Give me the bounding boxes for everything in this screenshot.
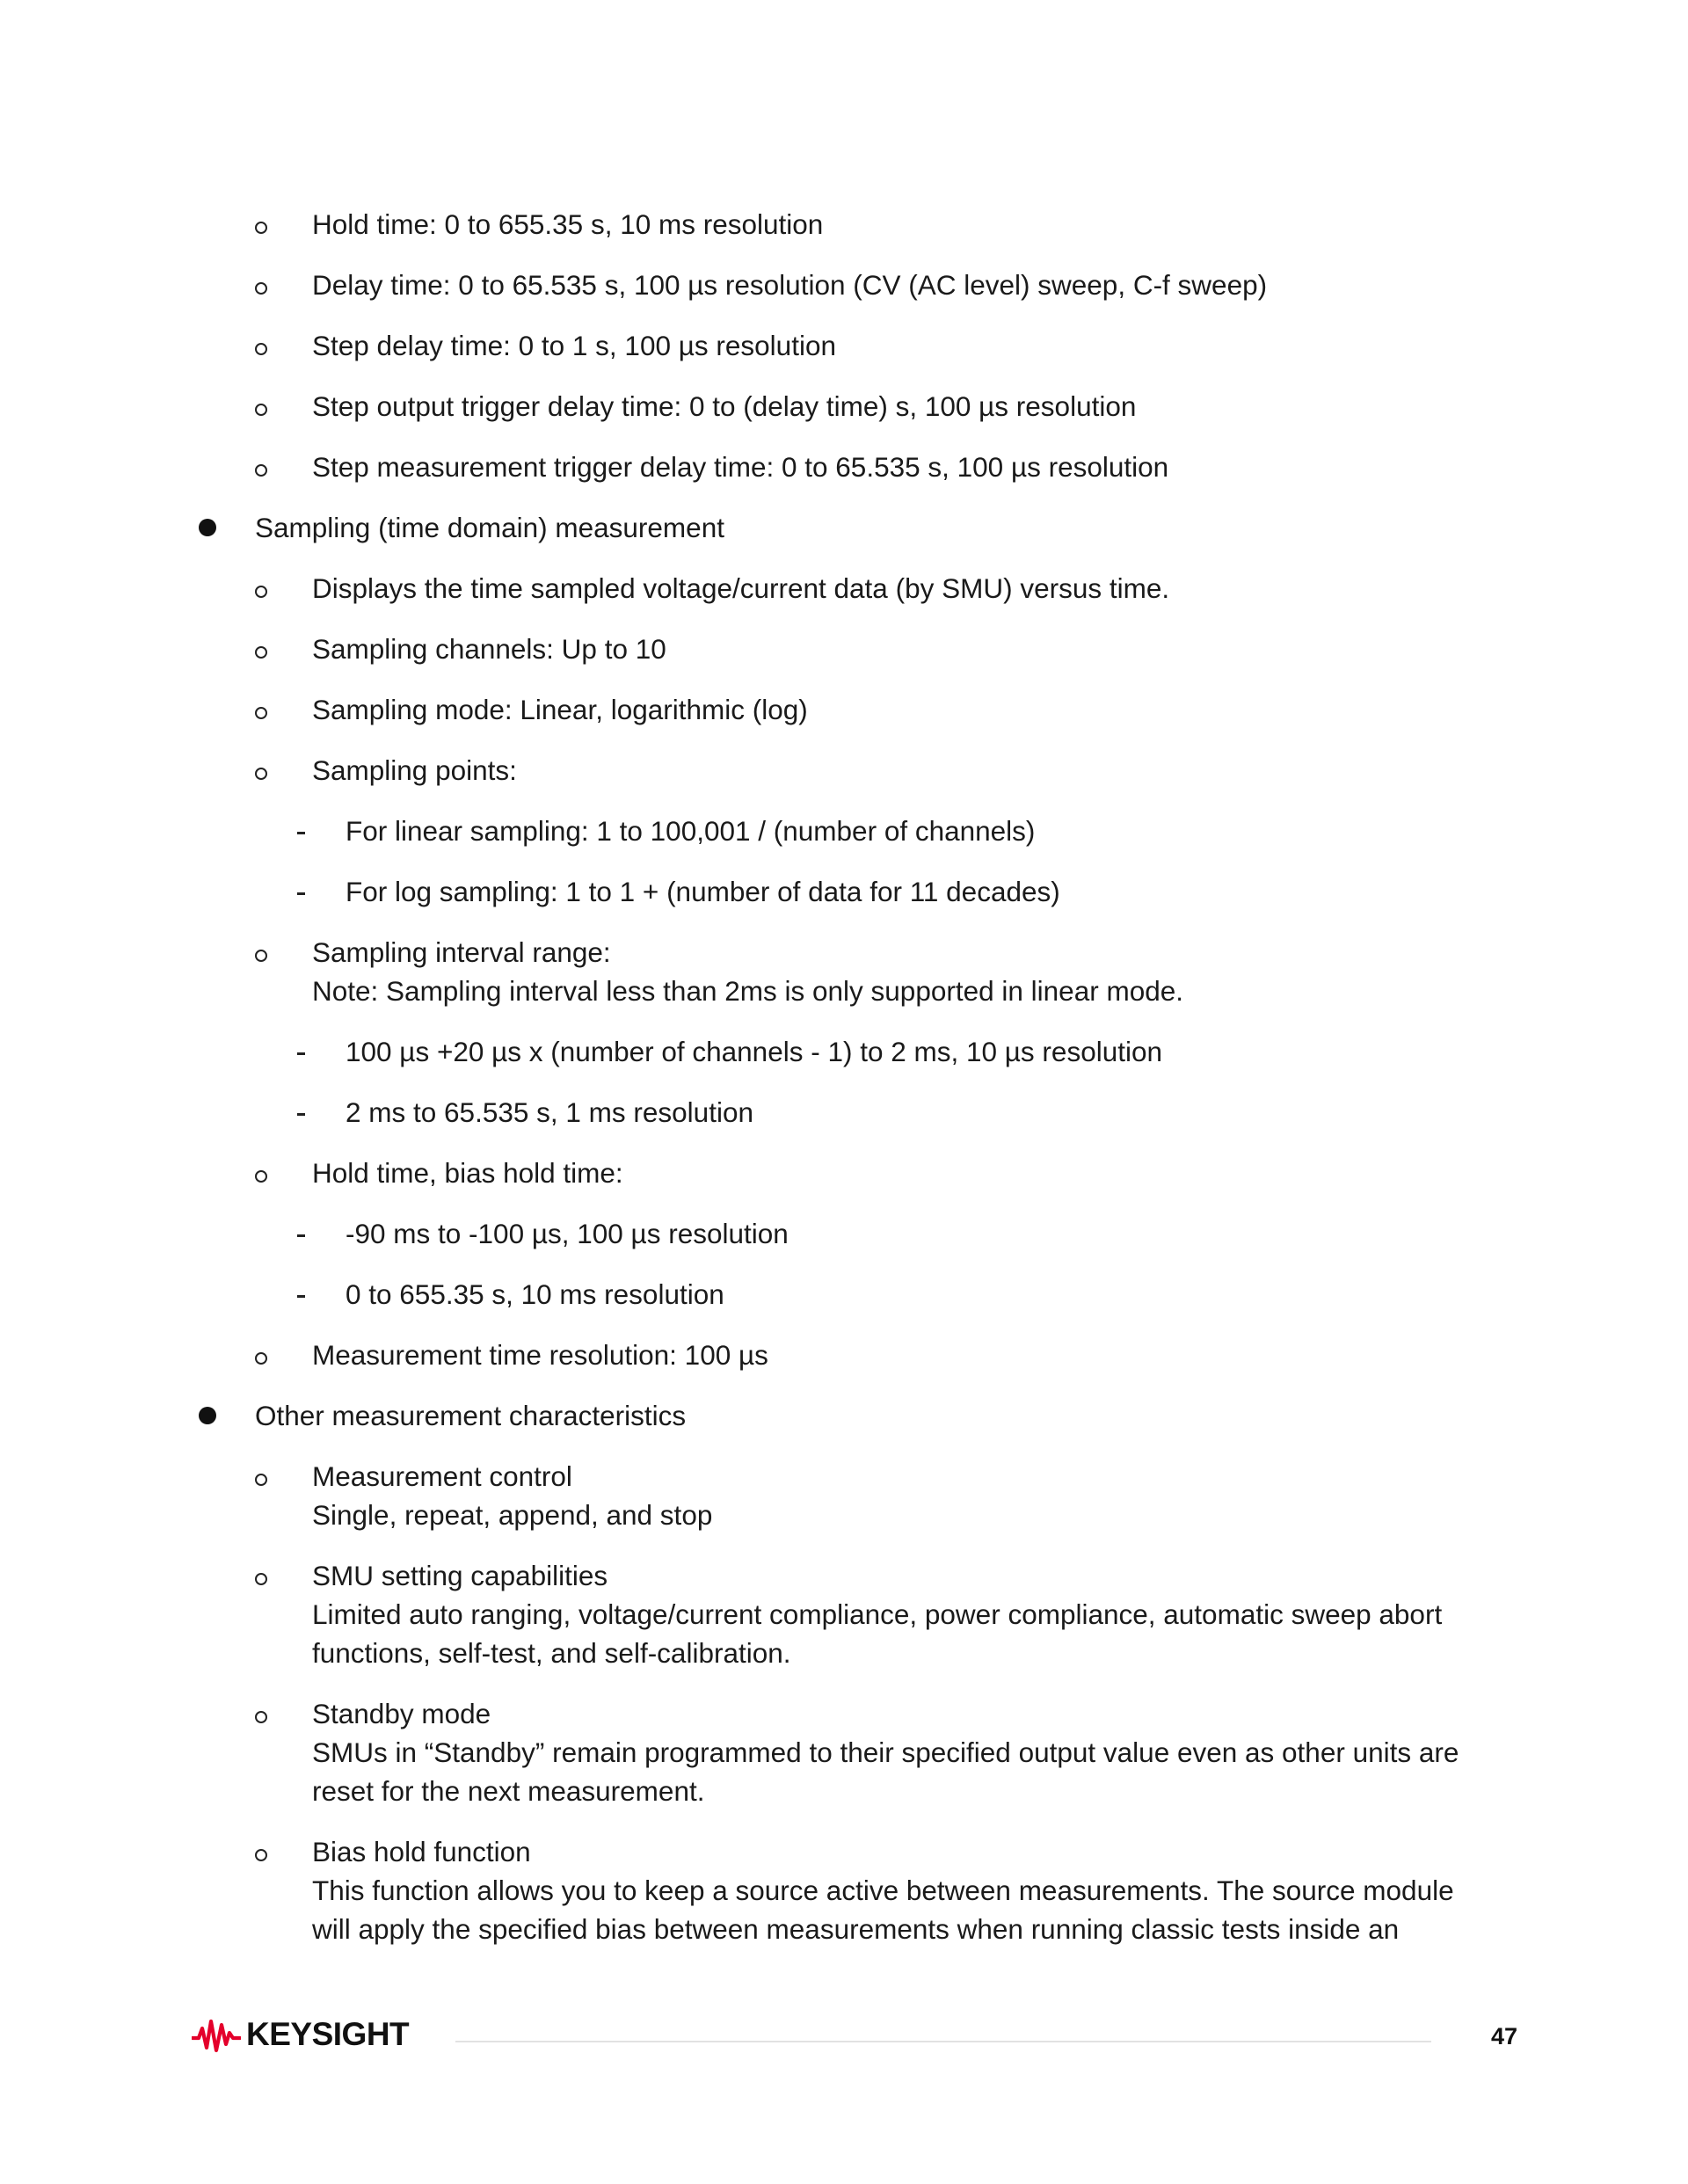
item-text-continuation: This function allows you to keep a source active between measurements. The source module (312, 1875, 1454, 1906)
bullet-circle-icon (255, 1849, 267, 1861)
bullet-circle-icon (255, 464, 267, 477)
item-text-continuation: SMUs in “Standby” remain programmed to their specified output value even as other units are (312, 1736, 1459, 1768)
item-text: Sampling channels: Up to 10 (312, 633, 666, 665)
item-text: -90 ms to -100 µs, 100 µs resolution (346, 1218, 789, 1249)
list-item-level-2 (0, 630, 1688, 668)
list-item-level-2 (0, 205, 1688, 244)
bullet-circle-icon (255, 343, 267, 355)
bullet-circle-icon (255, 1711, 267, 1723)
bullet-circle-icon (255, 404, 267, 416)
item-text: 0 to 655.35 s, 10 ms resolution (346, 1278, 724, 1310)
item-text-continuation: Limited auto ranging, voltage/current compliance, power compliance, automatic sweep abort (312, 1598, 1443, 1630)
list-item-level-2 (0, 1336, 1688, 1374)
item-text: Sampling points: (312, 754, 517, 786)
list-item-level-3 (0, 1093, 1688, 1132)
list-item-level-2 (0, 387, 1688, 426)
item-text-continuation: Single, repeat, append, and stop (312, 1499, 713, 1531)
item-text: Step delay time: 0 to 1 s, 100 µs resolution (312, 330, 836, 361)
bullet-circle-icon (255, 768, 267, 780)
item-text: Other measurement characteristics (255, 1400, 687, 1431)
item-text: Measurement time resolution: 100 µs (312, 1339, 768, 1371)
bullet-circle-icon (255, 707, 267, 719)
list-item-level-2 (0, 1457, 1688, 1534)
list-item-level-3 (0, 872, 1688, 911)
bullet-circle-icon (255, 950, 267, 962)
bullet-circle-icon (255, 1170, 267, 1183)
footer-divider (455, 2041, 1431, 2042)
item-text: Measurement control (312, 1460, 572, 1492)
bullet-circle-icon (255, 222, 267, 234)
keysight-logo (192, 2013, 409, 2056)
item-text: Hold time: 0 to 655.35 s, 10 ms resolution (312, 208, 824, 240)
bullet-dot-icon (199, 519, 216, 536)
item-text: Hold time, bias hold time: (312, 1157, 623, 1189)
page-number: 47 (1490, 2023, 1517, 2049)
bullet-dash-icon (297, 892, 305, 895)
bullet-dash-icon (297, 832, 305, 834)
bullet-circle-icon (255, 646, 267, 659)
item-text: Sampling mode: Linear, logarithmic (log) (312, 694, 808, 725)
item-text-continuation: functions, self-test, and self-calibration. (312, 1637, 791, 1669)
bullet-circle-icon (255, 1352, 267, 1365)
list-item-level-2 (0, 690, 1688, 729)
bullet-circle-icon (255, 1474, 267, 1486)
list-item-level-2 (0, 569, 1688, 608)
item-text-continuation: Note: Sampling interval less than 2ms is only supported in linear mode. (312, 975, 1184, 1007)
list-item-level-3 (0, 1032, 1688, 1071)
list-item-level-3 (0, 1214, 1688, 1253)
brand-name: KEYSIGHT (246, 2016, 410, 2052)
list-item-level-3 (0, 1275, 1688, 1314)
item-text: Sampling (time domain) measurement (255, 512, 724, 543)
item-text: Standby mode (312, 1698, 491, 1729)
item-text: Step output trigger delay time: 0 to (delay time) s, 100 µs resolution (312, 390, 1137, 422)
bullet-dash-icon (297, 1113, 305, 1116)
bullet-circle-icon (255, 282, 267, 295)
item-text: Bias hold function (312, 1836, 531, 1867)
bullet-dot-icon (199, 1407, 216, 1424)
item-text: 2 ms to 65.535 s, 1 ms resolution (346, 1096, 753, 1128)
item-text-continuation: will apply the specified bias between measurements when running classic tests inside an (312, 1913, 1400, 1945)
item-text: Step measurement trigger delay time: 0 to 65.535 s, 100 µs resolution (312, 451, 1169, 483)
item-text: Sampling interval range: (312, 936, 611, 968)
bullet-dash-icon (297, 1052, 305, 1055)
bullet-circle-icon (255, 1573, 267, 1585)
item-text: Delay time: 0 to 65.535 s, 100 µs resolution (CV (AC level) sweep, C-f sweep) (312, 269, 1268, 301)
list-item-level-2 (0, 326, 1688, 365)
list-item-level-2 (0, 448, 1688, 486)
list-item-level-2 (0, 1154, 1688, 1192)
item-text: Displays the time sampled voltage/current data (by SMU) versus time. (312, 572, 1170, 604)
item-text: For log sampling: 1 to 1 + (number of data for 11 decades) (346, 876, 1060, 907)
list-item-level-2 (0, 1694, 1688, 1810)
list-item-level-1 (0, 1396, 1688, 1435)
item-text: For linear sampling: 1 to 100,001 / (number of channels) (346, 815, 1036, 847)
bullet-circle-icon (255, 586, 267, 598)
list-item-level-1 (0, 508, 1688, 547)
item-text: SMU setting capabilities (312, 1560, 608, 1591)
list-item-level-2 (0, 1556, 1688, 1672)
item-text: 100 µs +20 µs x (number of channels - 1) to 2 ms, 10 µs resolution (346, 1036, 1163, 1067)
list-item-level-3 (0, 812, 1688, 850)
item-text-continuation: reset for the next measurement. (312, 1775, 705, 1807)
list-item-level-2 (0, 1832, 1688, 1948)
keysight-wave-icon (192, 2016, 241, 2053)
bullet-dash-icon (297, 1234, 305, 1237)
bullet-dash-icon (297, 1295, 305, 1298)
list-item-level-2 (0, 266, 1688, 304)
list-item-level-2 (0, 751, 1688, 790)
list-item-level-2 (0, 933, 1688, 1010)
